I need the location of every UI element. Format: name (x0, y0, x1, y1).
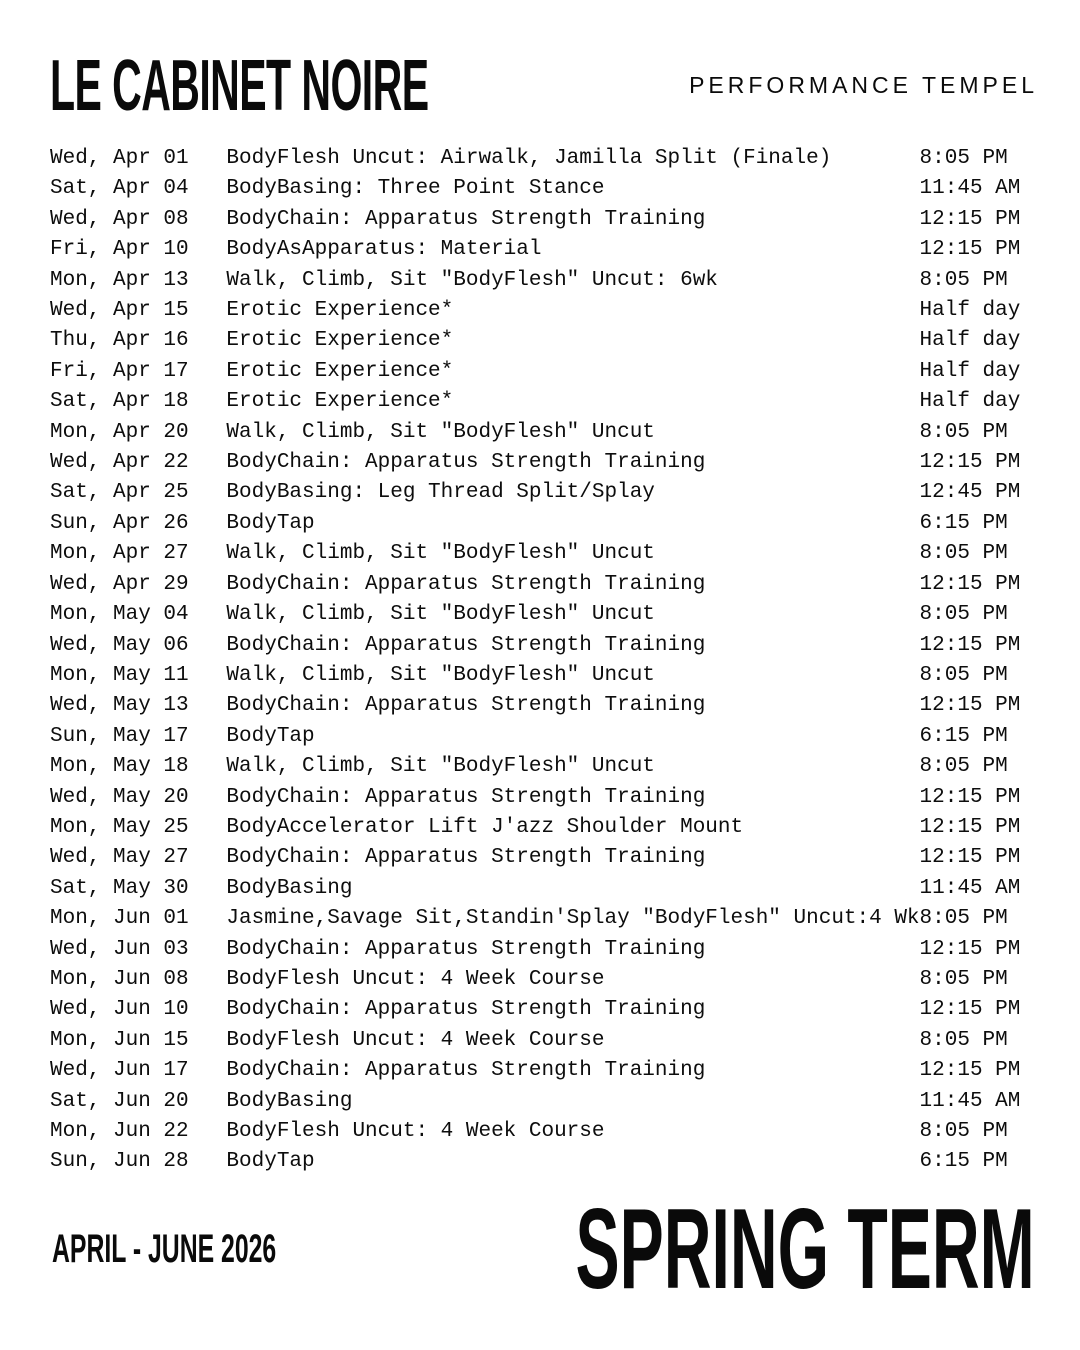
event-date: Mon, May 04 (50, 603, 189, 627)
event-time: 8:05 PM (919, 967, 1008, 991)
venue-title: PERFORMANCE TEMPEL (689, 72, 1038, 98)
event-date: Wed, May 06 (50, 633, 189, 657)
event-time: 12:15 PM (919, 451, 1021, 475)
event-date: Thu, Apr 16 (50, 329, 189, 353)
event-title: BodyFlesh Uncut: 4 Week Course (226, 1120, 605, 1143)
event-date: Fri, Apr 17 (50, 359, 189, 383)
schedule-row (50, 874, 1060, 904)
event-time: 12:15 PM (919, 1059, 1021, 1083)
schedule-row (50, 600, 1060, 630)
event-date: Wed, Jun 03 (50, 937, 189, 961)
event-title: BodyBasing: Three Point Stance (226, 177, 605, 201)
event-date: Sat, May 30 (50, 876, 189, 900)
event-time: 12:15 PM (919, 785, 1021, 809)
schedule-row (50, 631, 1060, 661)
event-title: BodyChain: Apparatus Strength Training (226, 785, 706, 809)
event-date: Sat, Apr 25 (50, 481, 189, 505)
event-title: BodyBasing (226, 1089, 353, 1113)
schedule-row (50, 1087, 1060, 1117)
event-date: Mon, Apr 13 (50, 268, 189, 292)
event-time: 11:45 AM (919, 177, 1021, 201)
event-date: Wed, Apr 15 (50, 299, 189, 323)
event-time: 11:45 AM (919, 1089, 1021, 1113)
schedule-row (50, 752, 1060, 782)
event-time: 12:15 PM (919, 937, 1021, 961)
event-title: BodyTap (226, 511, 315, 535)
event-time: 8:05 PM (919, 755, 1008, 779)
event-date: Wed, May 20 (50, 785, 189, 809)
event-date: Sun, Jun 28 (50, 1150, 189, 1174)
event-date: Mon, Jun 15 (50, 1028, 189, 1052)
schedule-row (50, 722, 1060, 752)
event-title: Walk, Climb, Sit "BodyFlesh" Uncut (226, 755, 655, 779)
event-title: Erotic Experience* (226, 390, 454, 414)
schedule-row (50, 448, 1060, 478)
schedule-row (50, 570, 1060, 600)
schedule-row (50, 904, 1060, 934)
event-date: Wed, May 13 (50, 694, 189, 718)
footer-term-title: SPRING TERM (575, 1186, 1035, 1313)
event-date: Mon, May 18 (50, 755, 189, 779)
schedule-row (50, 539, 1060, 569)
event-time: 8:05 PM (919, 1120, 1008, 1143)
event-date: Mon, Apr 20 (50, 420, 189, 444)
event-title: BodyAccelerator Lift J'azz Shoulder Mount (226, 815, 744, 839)
schedule-row (50, 326, 1060, 356)
event-time: 12:15 PM (919, 238, 1021, 262)
event-date: Sun, Apr 26 (50, 511, 189, 535)
schedule-row (50, 661, 1060, 691)
event-title: BodyChain: Apparatus Strength Training (226, 846, 706, 870)
event-title: Erotic Experience* (226, 299, 454, 323)
event-title: Jasmine,Savage Sit,Standin'Splay "BodyFlesh" Uncut:4 Wk (226, 907, 920, 931)
event-date: Mon, May 11 (50, 663, 189, 687)
event-time: Half day (919, 359, 1021, 383)
event-time: 6:15 PM (919, 1150, 1008, 1174)
event-date: Wed, Apr 01 (50, 147, 189, 170)
event-title: BodyBasing (226, 876, 353, 900)
event-time: 12:15 PM (919, 207, 1021, 231)
event-time: 8:05 PM (919, 268, 1008, 292)
event-date: Wed, Jun 17 (50, 1059, 189, 1083)
schedule-row (50, 144, 1060, 174)
event-date: Sun, May 17 (50, 724, 189, 748)
schedule-row (50, 266, 1060, 296)
event-title: Walk, Climb, Sit "BodyFlesh" Uncut: 6wk (226, 268, 718, 292)
event-title: BodyChain: Apparatus Strength Training (226, 572, 706, 596)
event-title: BodyChain: Apparatus Strength Training (226, 1059, 706, 1083)
schedule-row (50, 1117, 1060, 1147)
schedule-row (50, 387, 1060, 417)
event-title: BodyBasing: Leg Thread Split/Splay (226, 481, 655, 505)
event-title: Walk, Climb, Sit "BodyFlesh" Uncut (226, 420, 655, 444)
schedule-row (50, 235, 1060, 265)
event-time: 12:15 PM (919, 572, 1021, 596)
event-title: BodyTap (226, 1150, 315, 1174)
event-time: Half day (919, 329, 1021, 353)
schedule-row (50, 935, 1060, 965)
event-title: BodyFlesh Uncut: Airwalk, Jamilla Split (Finale) (226, 147, 832, 170)
event-time: 8:05 PM (919, 420, 1008, 444)
footer-date-range: APRIL - JUNE 2026 (52, 1227, 277, 1271)
schedule-row (50, 813, 1060, 843)
brand-title: LE CABINET NOIRE (50, 46, 429, 126)
schedule-row (50, 509, 1060, 539)
event-date: Mon, May 25 (50, 815, 189, 839)
event-time: 8:05 PM (919, 1028, 1008, 1052)
event-title: Erotic Experience* (226, 329, 454, 353)
event-time: 8:05 PM (919, 907, 1008, 931)
schedule-row (50, 1026, 1060, 1056)
event-title: Erotic Experience* (226, 359, 454, 383)
schedule-row (50, 418, 1060, 448)
schedule-row (50, 691, 1060, 721)
event-date: Fri, Apr 10 (50, 238, 189, 262)
event-time: 12:15 PM (919, 846, 1021, 870)
event-time: 11:45 AM (919, 876, 1021, 900)
event-title: Walk, Climb, Sit "BodyFlesh" Uncut (226, 542, 655, 566)
schedule-row (50, 1147, 1060, 1177)
event-date: Sat, Apr 18 (50, 390, 189, 414)
schedule-row (50, 478, 1060, 508)
event-title: BodyFlesh Uncut: 4 Week Course (226, 1028, 605, 1052)
event-time: 6:15 PM (919, 724, 1008, 748)
event-time: Half day (919, 390, 1021, 414)
event-date: Wed, Apr 08 (50, 207, 189, 231)
event-time: 12:15 PM (919, 815, 1021, 839)
event-title: BodyAsApparatus: Material (226, 238, 542, 262)
event-title: BodyChain: Apparatus Strength Training (226, 998, 706, 1022)
schedule-row (50, 174, 1060, 204)
event-time: 8:05 PM (919, 542, 1008, 566)
event-date: Wed, Jun 10 (50, 998, 189, 1022)
schedule-row (50, 296, 1060, 326)
event-title: Walk, Climb, Sit "BodyFlesh" Uncut (226, 663, 655, 687)
event-title: Walk, Climb, Sit "BodyFlesh" Uncut (226, 603, 655, 627)
event-time: 12:15 PM (919, 694, 1021, 718)
schedule-list (50, 144, 1060, 1178)
schedule-row (50, 995, 1060, 1025)
schedule-row (50, 965, 1060, 995)
event-date: Mon, Jun 22 (50, 1120, 189, 1143)
event-title: BodyFlesh Uncut: 4 Week Course (226, 967, 605, 991)
event-time: 6:15 PM (919, 511, 1008, 535)
schedule-row (50, 205, 1060, 235)
schedule-row (50, 783, 1060, 813)
event-date: Mon, Jun 01 (50, 907, 189, 931)
event-time: 8:05 PM (919, 663, 1008, 687)
event-title: BodyTap (226, 724, 315, 748)
event-title: BodyChain: Apparatus Strength Training (226, 451, 706, 475)
event-date: Wed, Apr 22 (50, 451, 189, 475)
schedule-row (50, 843, 1060, 873)
event-time: 12:15 PM (919, 998, 1021, 1022)
event-date: Wed, Apr 29 (50, 572, 189, 596)
event-time: 12:45 PM (919, 481, 1021, 505)
event-date: Mon, Apr 27 (50, 542, 189, 566)
event-title: BodyChain: Apparatus Strength Training (226, 694, 706, 718)
schedule-row (50, 357, 1060, 387)
event-date: Wed, May 27 (50, 846, 189, 870)
event-title: BodyChain: Apparatus Strength Training (226, 633, 706, 657)
event-time: 8:05 PM (919, 147, 1008, 170)
event-title: BodyChain: Apparatus Strength Training (226, 937, 706, 961)
event-date: Mon, Jun 08 (50, 967, 189, 991)
event-time: 12:15 PM (919, 633, 1021, 657)
event-title: BodyChain: Apparatus Strength Training (226, 207, 706, 231)
event-date: Sat, Jun 20 (50, 1089, 189, 1113)
event-time: Half day (919, 299, 1021, 323)
event-date: Sat, Apr 04 (50, 177, 189, 201)
event-time: 8:05 PM (919, 603, 1008, 627)
schedule-row (50, 1056, 1060, 1086)
